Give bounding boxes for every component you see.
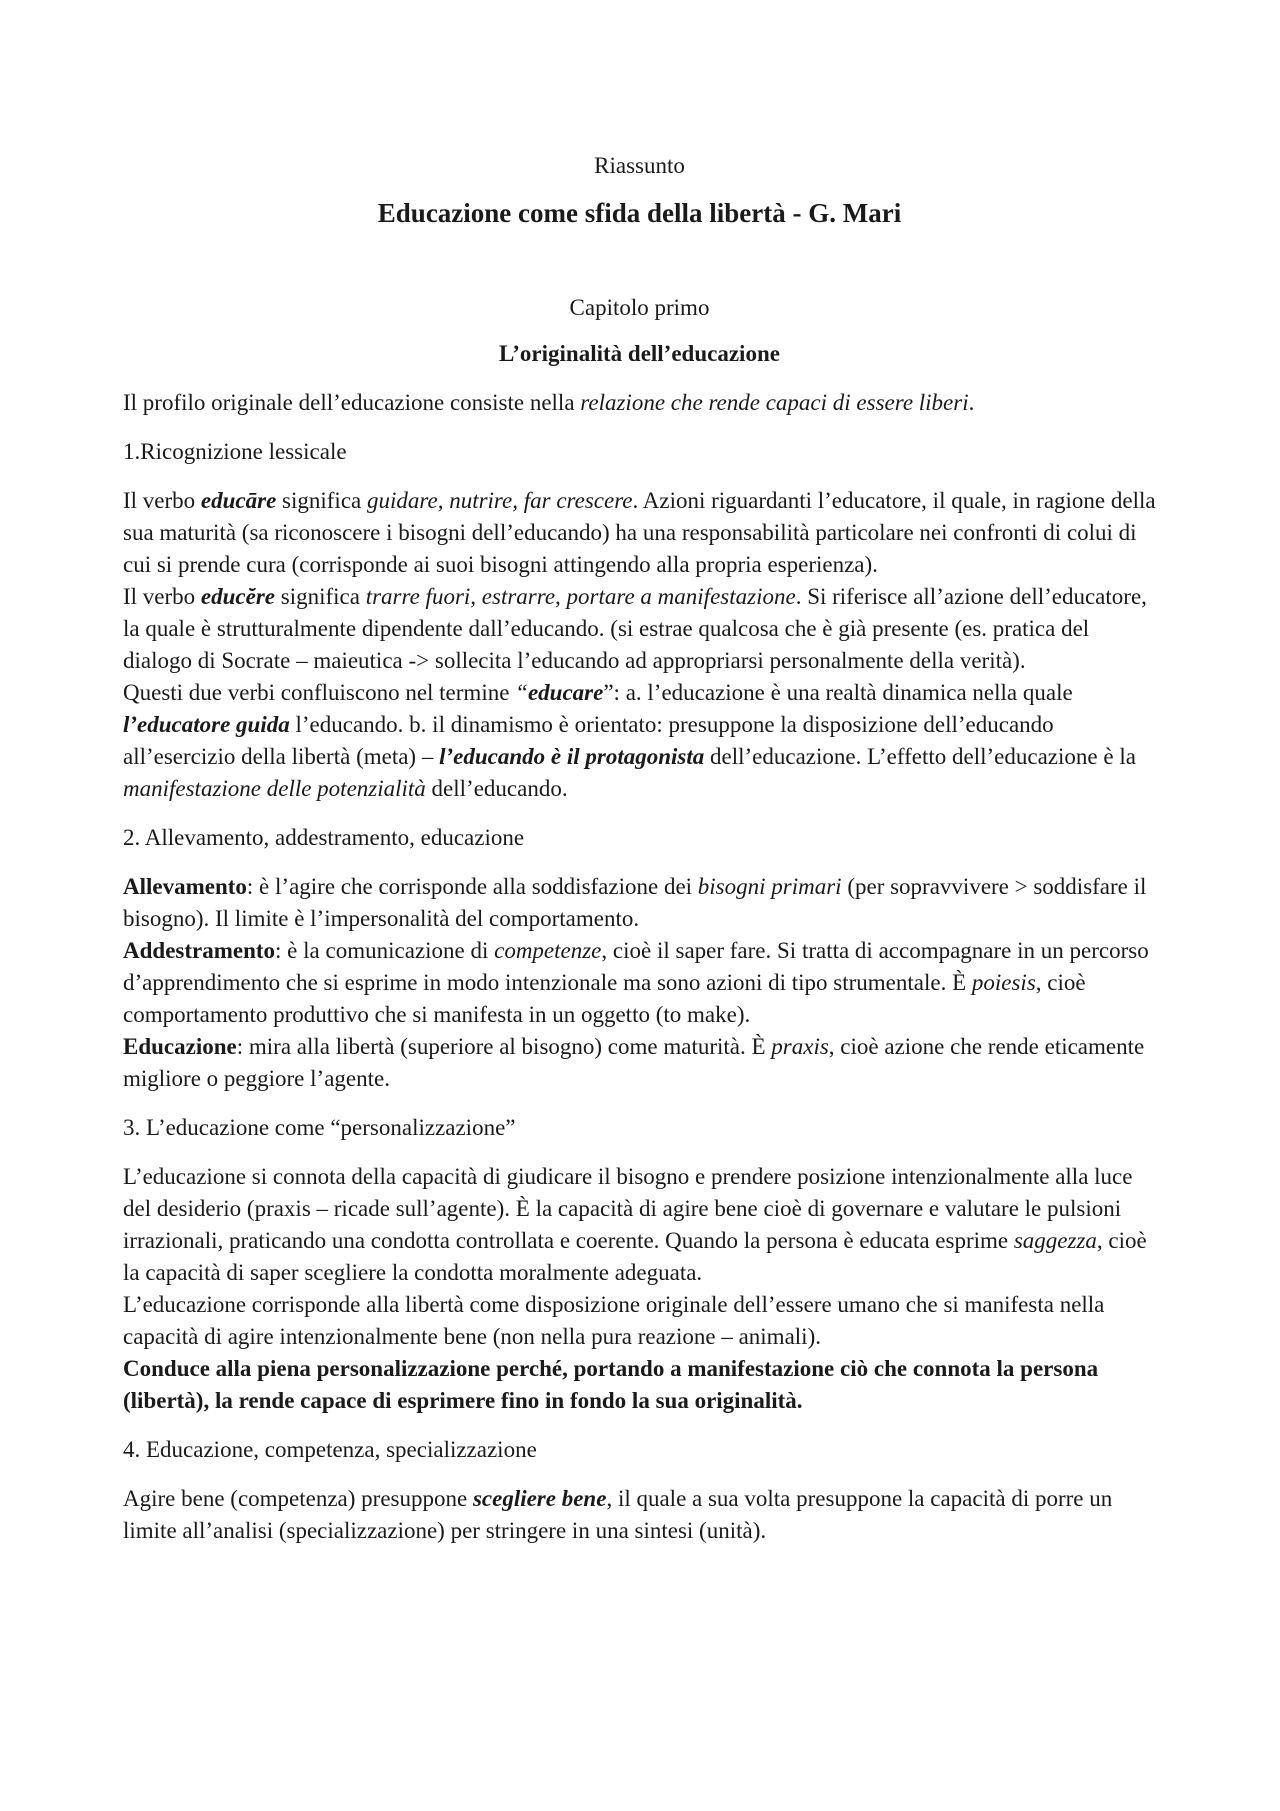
paragraph-competenza: Agire bene (competenza) presuppone scegliere bene, il quale a sua volta presuppone la capacità di porre un limite all’analisi (specializzazione) per stringere in una sintesi (unità). — [123, 1486, 1113, 1543]
paragraph-educare-term: Questi due verbi confluiscono nel termine “educare”: a. l’educazione è una realtà dinamica nella quale l’educatore guida l’educando. b. il dinamismo è orientato: presuppone la disposizione dell’educando all’esercizio della libertà (meta) – l’educando è il protagonista dell’educazione. L’effetto dell’educazione è la manifestazione delle potenzialità dell’educando. — [123, 680, 1136, 801]
intro-paragraph: Il profilo originale dell’educazione consiste nella relazione che rende capaci di essere liberi. — [123, 390, 975, 415]
section-heading-4: 4. Educazione, competenza, specializzazione — [123, 1437, 537, 1462]
paragraph-educere: Il verbo educĕre significa trarre fuori, estrarre, portare a manifestazione. Si riferisce all’azione dell’educatore, la quale è strutturalmente dipendente dall’educando. (si estrae qualcosa che è già presente (es. pratica del dialogo di Socrate – maieutica -> sollecita l’educando ad appropriarsi personalmente della verità). — [123, 584, 1147, 673]
paragraph-allevamento: Allevamento: è l’agire che corrisponde alla soddisfazione dei bisogni primari (per sopravvivere > soddisfare il bisogno). Il limite è l’impersonalità del comportamento. — [123, 874, 1147, 931]
chapter-title: L’originalità dell’educazione — [499, 341, 780, 366]
section-heading-2: 2. Allevamento, addestramento, educazione — [123, 825, 525, 850]
section-body-3 — [123, 1161, 1156, 1417]
paragraph-personalizzazione-3: Conduce alla piena personalizzazione perché, portando a manifestazione ciò che connota la persona (libertà), la rende capace di esprimere fino in fondo la sua originalità. — [123, 1356, 1099, 1413]
paragraph-educare: Il verbo educāre significa guidare, nutrire, far crescere. Azioni riguardanti l’educatore, il quale, in ragione della sua maturità (sa riconoscere i bisogni dell’educando) ha una responsabilità particolare nei confronti di colui di cui si prende cura (corrisponde ai suoi bisogni attingendo alla propria esperienza). — [123, 488, 1156, 577]
section-body-2 — [123, 871, 1156, 1095]
document-title: Educazione come sfida della libertà - G. Mari — [377, 198, 902, 228]
chapter-label: Capitolo primo — [569, 295, 710, 320]
section-heading-1: 1.Ricognizione lessicale — [123, 439, 347, 464]
document-label: Riassunto — [594, 153, 685, 178]
section-heading-3: 3. L’educazione come “personalizzazione” — [123, 1115, 516, 1140]
section-body-4 — [123, 1483, 1156, 1547]
paragraph-educazione: Educazione: mira alla libertà (superiore al bisogno) come maturità. È praxis, cioè azione che rende eticamente migliore o peggiore l’agente. — [123, 1034, 1145, 1091]
paragraph-addestramento: Addestramento: è la comunicazione di competenze, cioè il saper fare. Si tratta di accompagnare in un percorso d’apprendimento che si esprime in modo intenzionale ma sono azioni di tipo strumentale. È poiesis, cioè comportamento produttivo che si manifesta in un oggetto (to make). — [123, 938, 1149, 1027]
section-body-1 — [123, 485, 1156, 805]
paragraph-personalizzazione-2: L’educazione corrisponde alla libertà come disposizione originale dell’essere umano che si manifesta nella capacità di agire intenzionalmente bene (non nella pura reazione – animali). — [123, 1292, 1105, 1349]
paragraph-personalizzazione-1: L’educazione si connota della capacità di giudicare il bisogno e prendere posizione intenzionalmente alla luce del desiderio (praxis – ricade sull’agente). È la capacità di agire bene cioè di governare e valutare le pulsioni irrazionali, praticando una condotta controllata e coerente. Quando la persona è educata esprime saggezza, cioè la capacità di saper scegliere la condotta moralmente adeguata. — [123, 1164, 1147, 1285]
